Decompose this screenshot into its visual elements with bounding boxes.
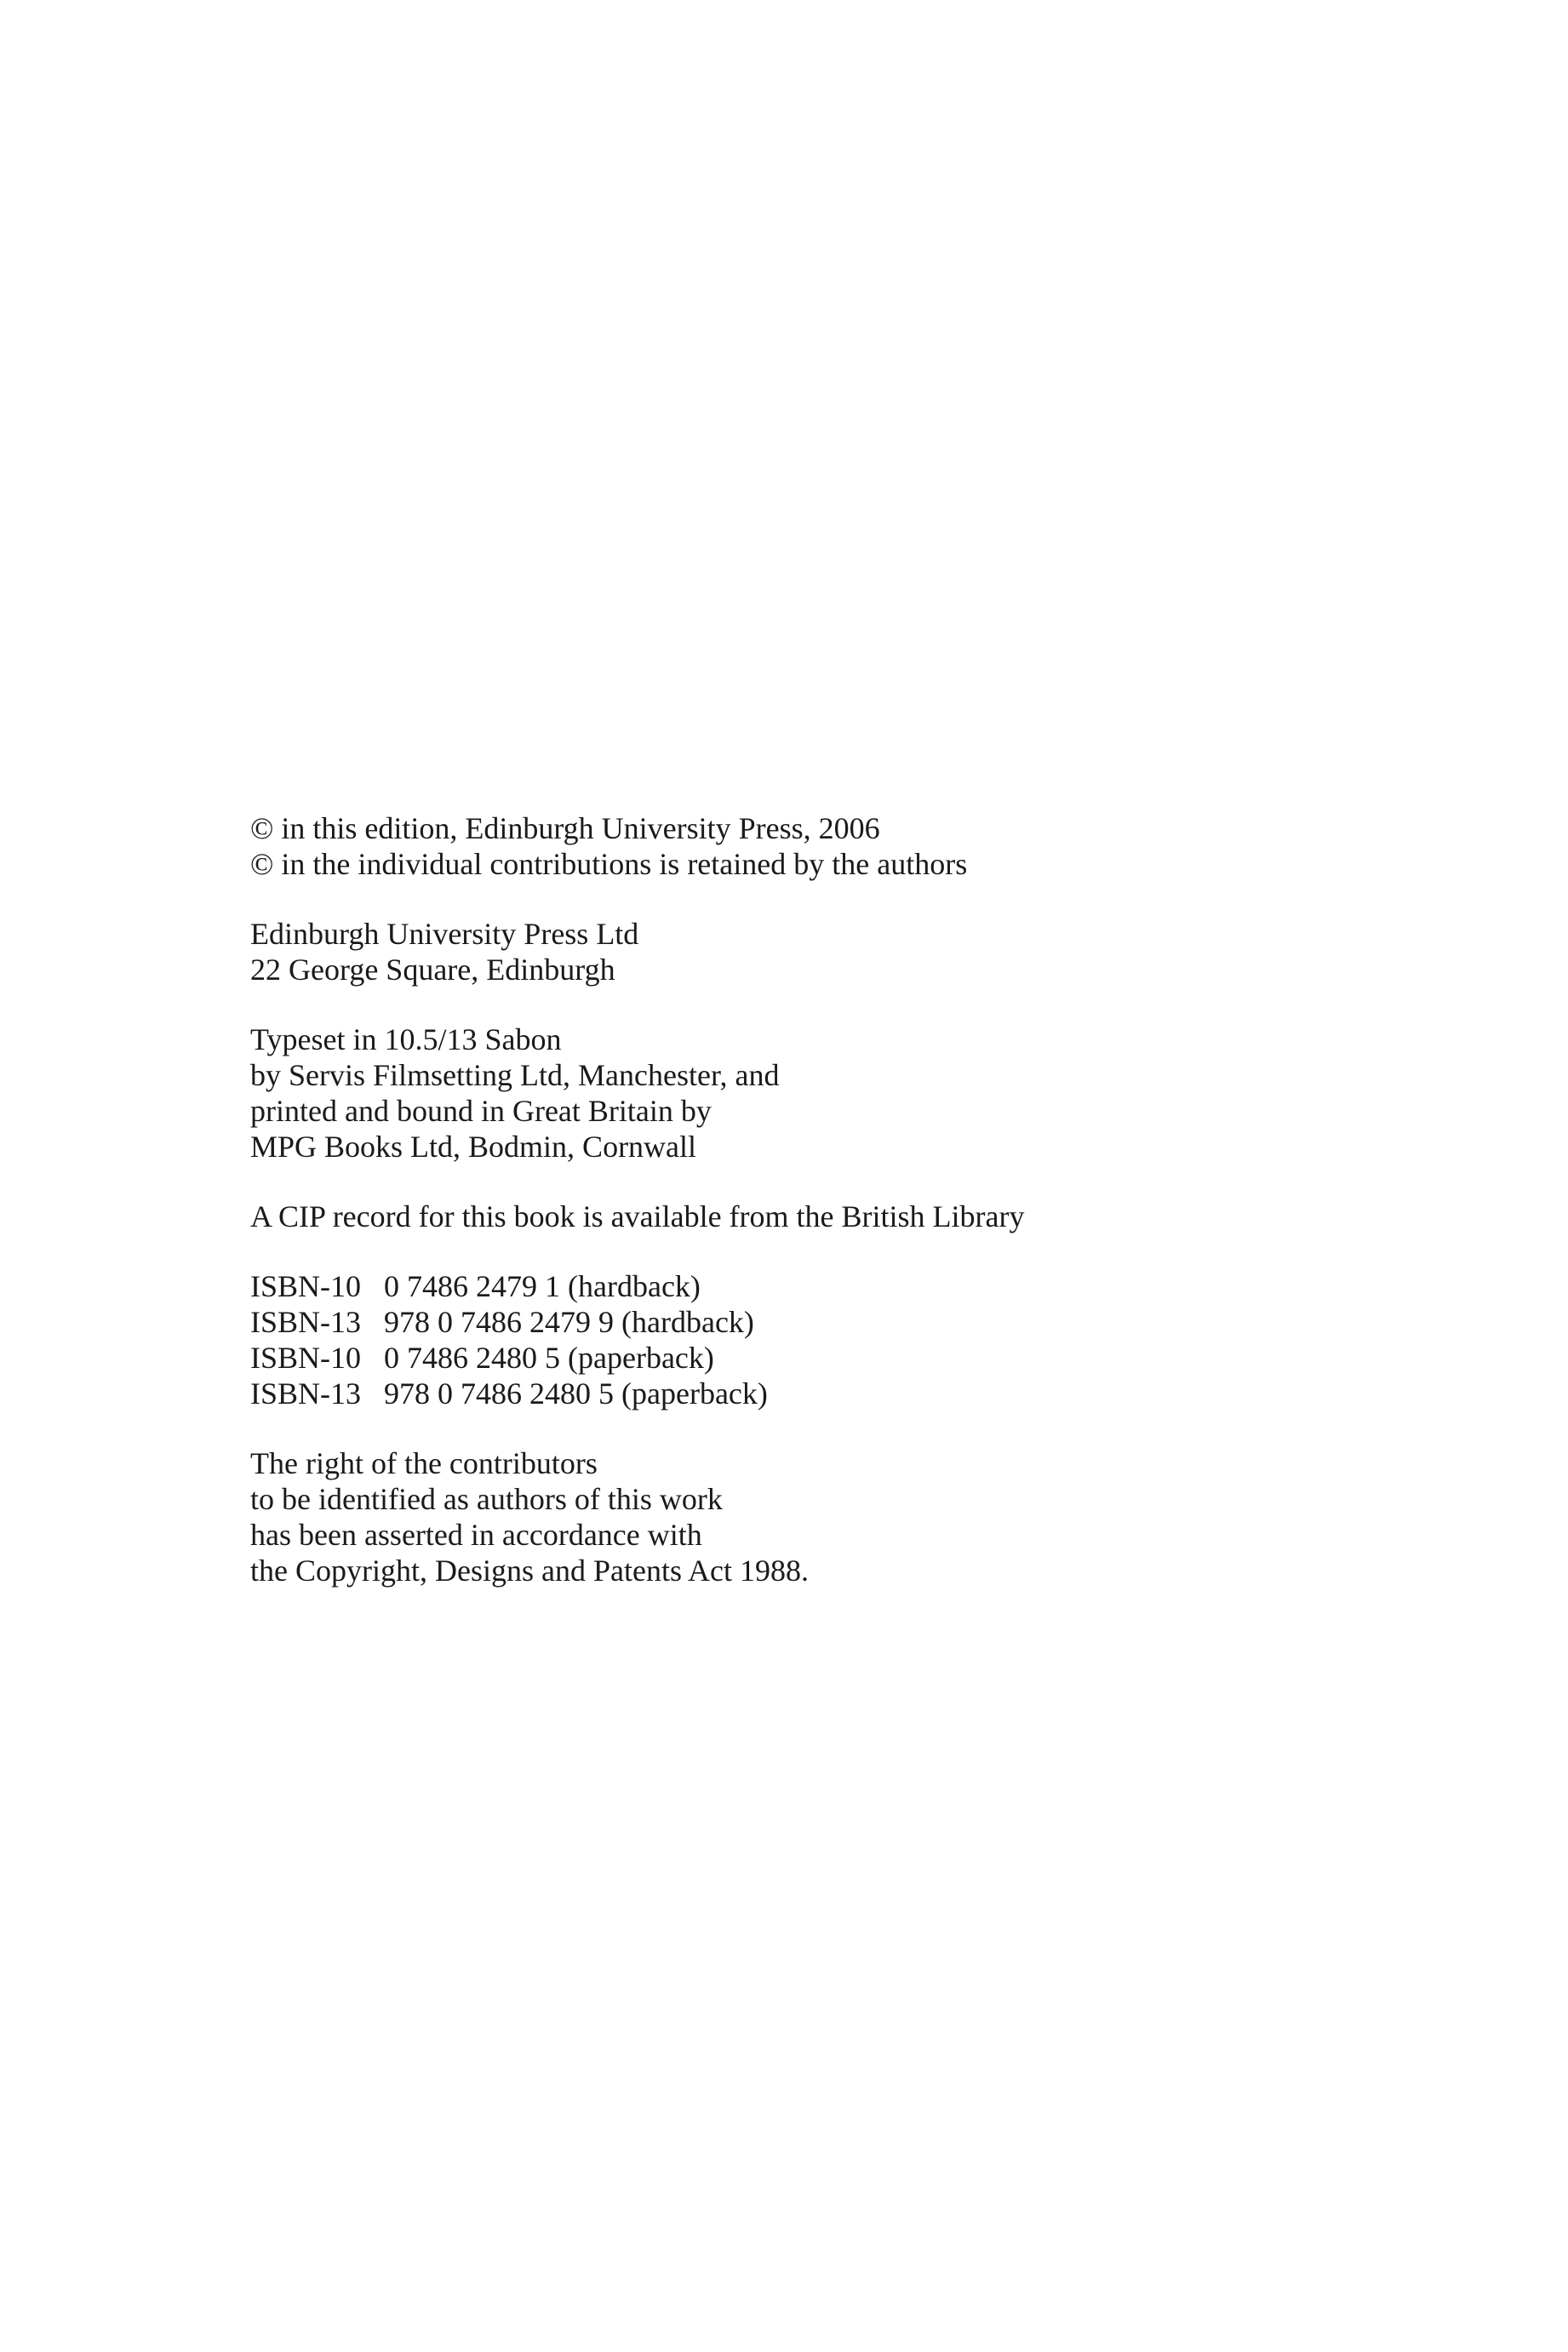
isbn-line: ISBN-10 0 7486 2480 5 (paperback) (250, 1341, 714, 1375)
rights-line: the Copyright, Designs and Patents Act 1988. (250, 1554, 809, 1588)
rights-line: has been asserted in accordance with (250, 1518, 702, 1552)
imprint-page (250, 810, 1442, 1622)
cip-line: A CIP record for this book is available from the British Library (250, 1199, 1025, 1233)
copyright-block (250, 810, 1442, 882)
isbn-line: ISBN-13 978 0 7486 2480 5 (paperback) (250, 1376, 768, 1411)
publisher-name: Edinburgh University Press Ltd (250, 917, 639, 951)
isbn-line: ISBN-13 978 0 7486 2479 9 (hardback) (250, 1305, 754, 1339)
typesetting-line: printed and bound in Great Britain by (250, 1094, 712, 1128)
isbn-block (250, 1268, 1442, 1411)
rights-line: The right of the contributors (250, 1446, 598, 1480)
typesetting-line: by Servis Filmsetting Ltd, Manchester, and (250, 1058, 780, 1092)
copyright-line: © in the individual contributions is retained by the authors (250, 847, 968, 881)
typesetting-line: MPG Books Ltd, Bodmin, Cornwall (250, 1130, 697, 1164)
rights-line: to be identified as authors of this work (250, 1482, 723, 1516)
typesetting-line: Typeset in 10.5/13 Sabon (250, 1022, 562, 1056)
rights-block (250, 1445, 1442, 1588)
publisher-block (250, 916, 1442, 987)
publisher-address: 22 George Square, Edinburgh (250, 953, 615, 987)
typesetting-block (250, 1021, 1442, 1165)
isbn-line: ISBN-10 0 7486 2479 1 (hardback) (250, 1269, 701, 1303)
cip-block (250, 1199, 1442, 1234)
copyright-line: © in this edition, Edinburgh University Press, 2006 (250, 811, 880, 845)
